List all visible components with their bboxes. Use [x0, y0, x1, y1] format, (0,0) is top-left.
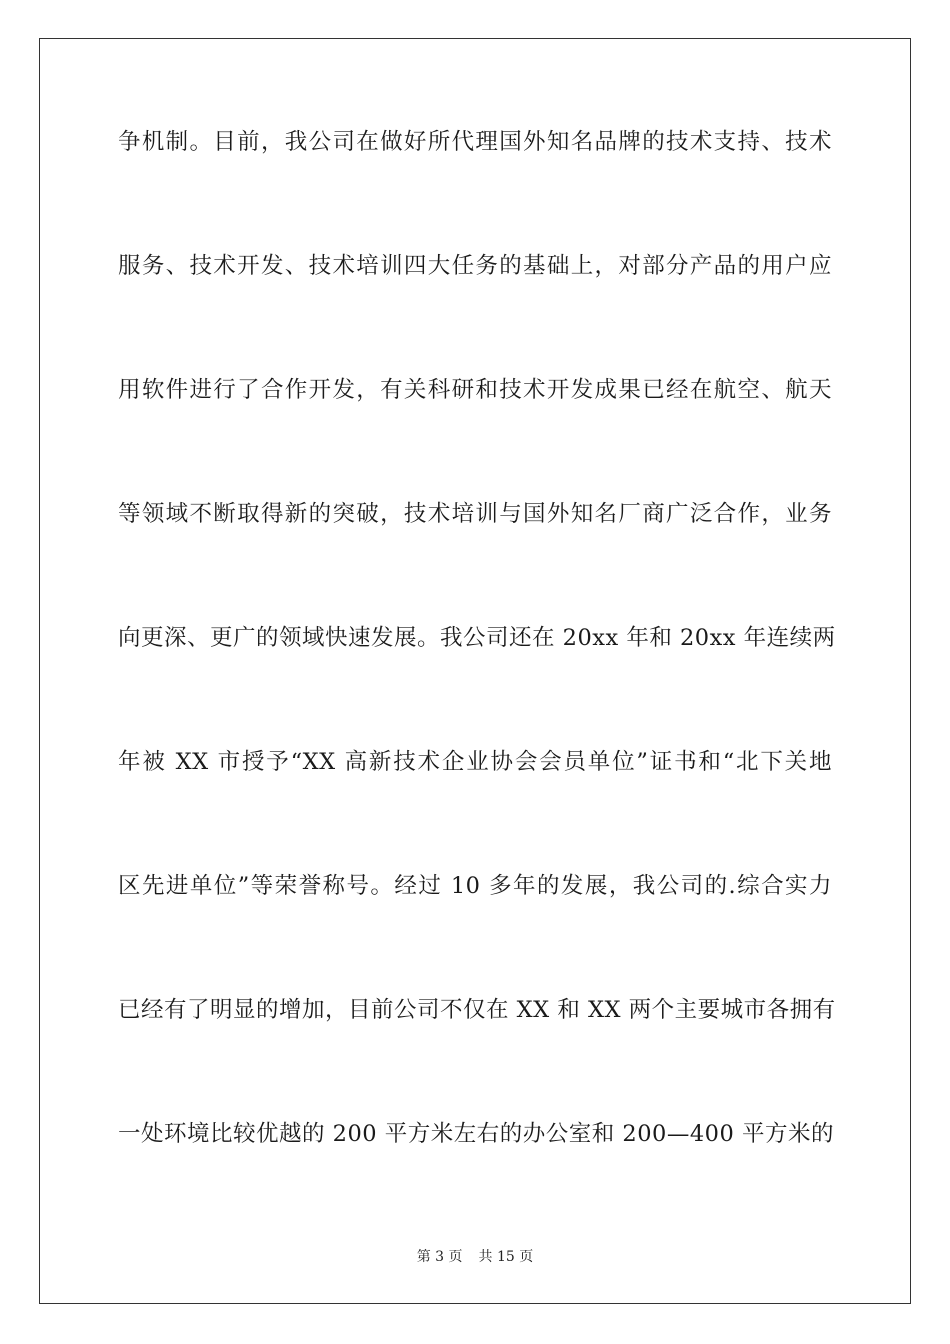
document-body: [118, 126, 836, 1242]
text-line: 一处环境比较优越的 200 平方米左右的办公室和 200—400 平方米的: [118, 1121, 834, 1147]
total-pages: 共 15 页: [478, 1249, 534, 1265]
text-line: 用软件进行了合作开发，有关科研和技术开发成果已经在航空、航天: [118, 377, 832, 403]
text-line: 服务、技术开发、技术培训四大任务的基础上，对部分产品的用户应: [118, 253, 832, 279]
text-line: 年被 XX 市授予“XX 高新技术企业协会会员单位”证书和“北下关地: [118, 749, 832, 775]
page-number: 第 3 页: [416, 1249, 463, 1265]
text-line: 等领域不断取得新的突破，技术培训与国外知名厂商广泛合作，业务: [118, 501, 832, 527]
page-footer: [0, 1248, 950, 1266]
text-line: 区先进单位”等荣誉称号。经过 10 多年的发展，我公司的.综合实力: [118, 873, 832, 899]
text-line: 向更深、更广的领域快速发展。我公司还在 20xx 年和 20xx 年连续两: [118, 625, 836, 651]
text-line: 争机制。目前，我公司在做好所代理国外知名品牌的技术支持、技术: [118, 129, 832, 155]
text-line: 已经有了明显的增加，目前公司不仅在 XX 和 XX 两个主要城市各拥有: [118, 997, 836, 1023]
